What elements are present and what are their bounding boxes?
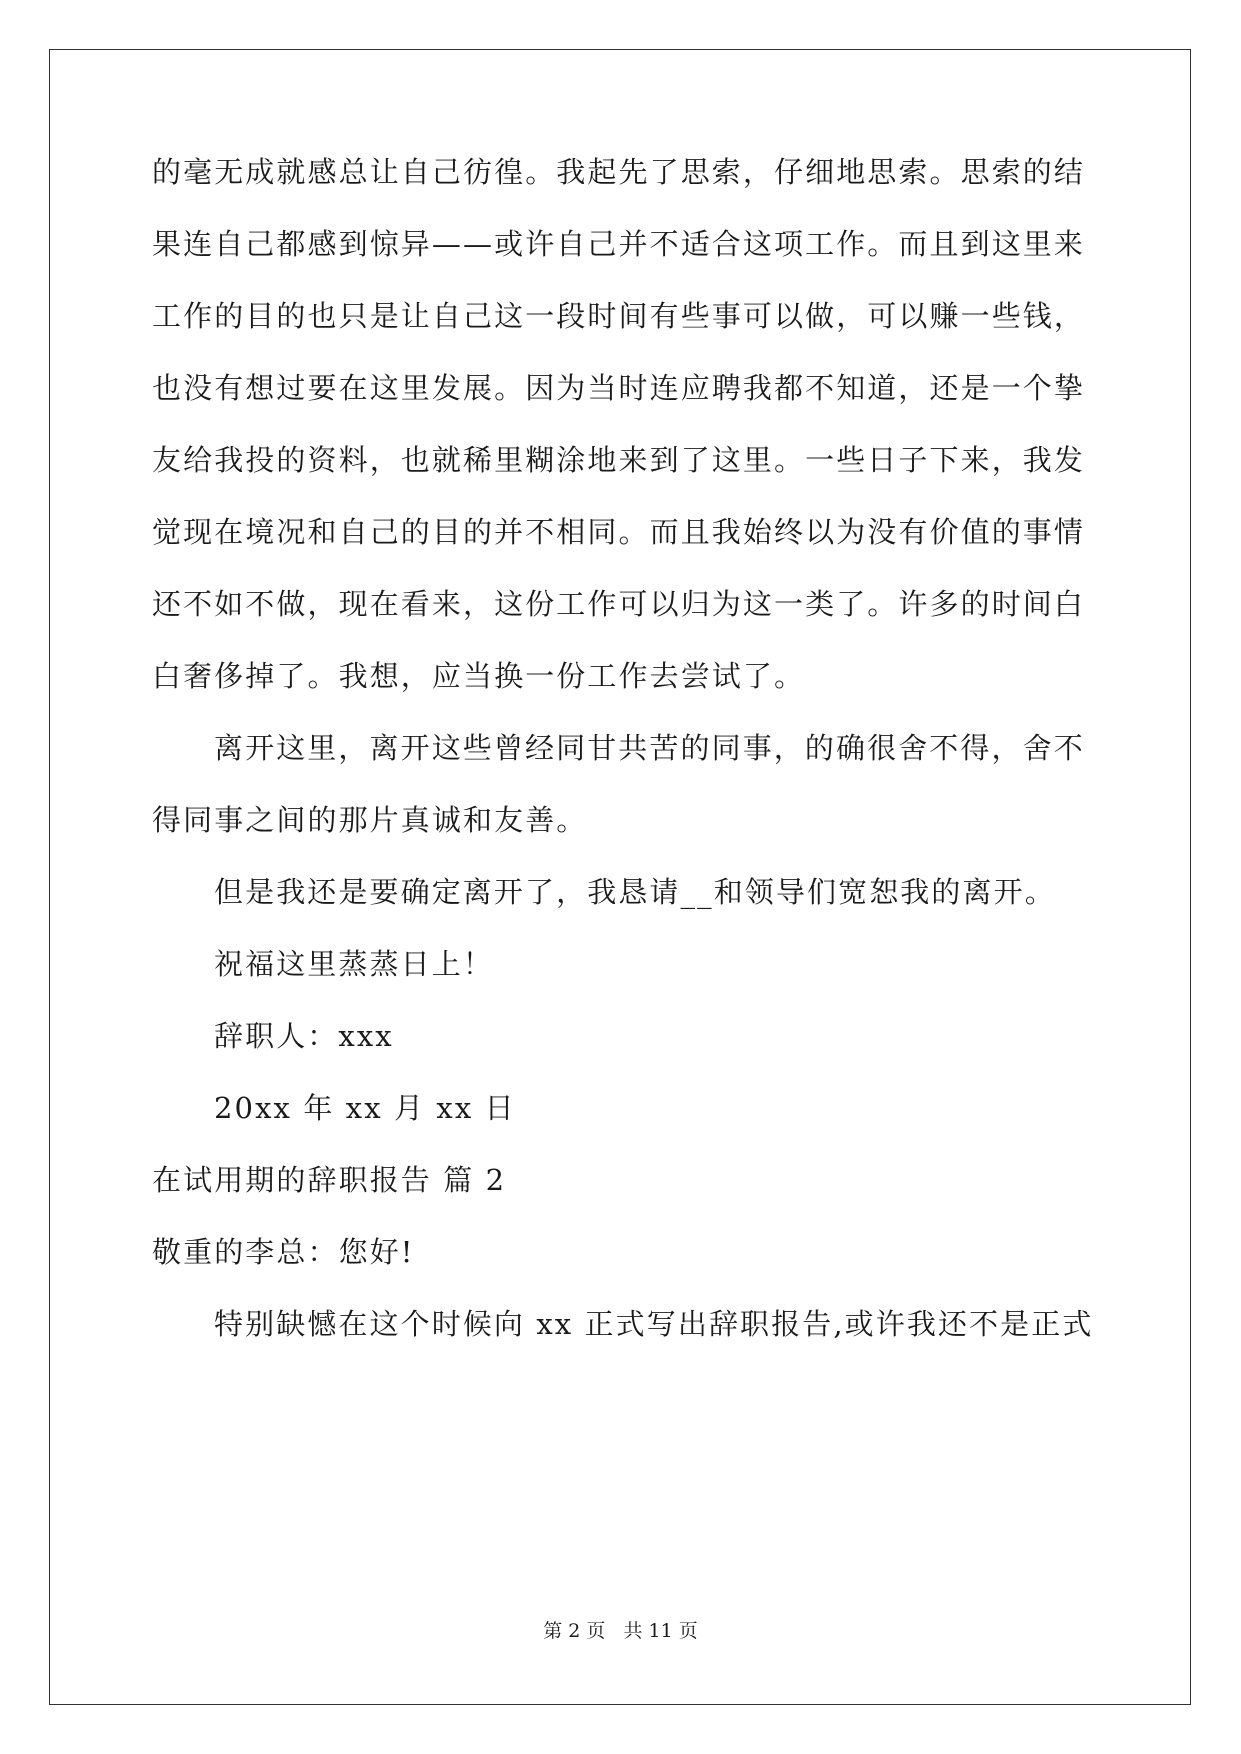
page-number: 第 2 页 共 11 页 xyxy=(543,1620,698,1642)
signature-line: 辞职人：xxx xyxy=(214,1019,394,1053)
blessing-line: 祝福这里蒸蒸日上！ xyxy=(214,947,494,981)
body-text-line: 还不如不做，现在看来，这份工作可以归为这一类了。许多的时间白 xyxy=(152,587,1086,621)
salutation-line: 敬重的李总：您好! xyxy=(152,1235,415,1269)
body-text-line: 果连自己都感到惊异——或许自己并不适合这项工作。而且到这里来 xyxy=(152,227,1086,261)
section-heading: 在试用期的辞职报告 篇 2 xyxy=(152,1163,507,1197)
body-text-line: 友给我投的资料，也就稀里糊涂地来到了这里。一些日子下来，我发 xyxy=(152,443,1086,477)
paragraph-line: 离开这里，离开这些曾经同甘共苦的同事，的确很舍不得，舍不 xyxy=(214,731,1085,765)
paragraph-line: 特别缺憾在这个时候向 xx 正式写出辞职报告,或许我还不是正式 xyxy=(214,1307,1094,1341)
body-text-line: 工作的目的也只是让自己这一段时间有些事可以做，可以赚一些钱， xyxy=(152,299,1086,333)
paragraph-line: 但是我还是要确定离开了，我恳请__和领导们宽恕我的离开。 xyxy=(214,875,1056,909)
body-text-line: 白奢侈掉了。我想，应当换一份工作去尝试了。 xyxy=(152,659,806,693)
body-text-line: 得同事之间的那片真诚和友善。 xyxy=(152,803,588,837)
body-text-line: 也没有想过要在这里发展。因为当时连应聘我都不知道，还是一个挚 xyxy=(152,371,1086,405)
date-line: 20xx 年 xx 月 xx 日 xyxy=(214,1091,516,1125)
body-text-line: 的毫无成就感总让自己彷徨。我起先了思索，仔细地思索。思索的结 xyxy=(152,155,1086,189)
body-text-line: 觉现在境况和自己的目的并不相同。而且我始终以为没有价值的事情 xyxy=(152,515,1086,549)
